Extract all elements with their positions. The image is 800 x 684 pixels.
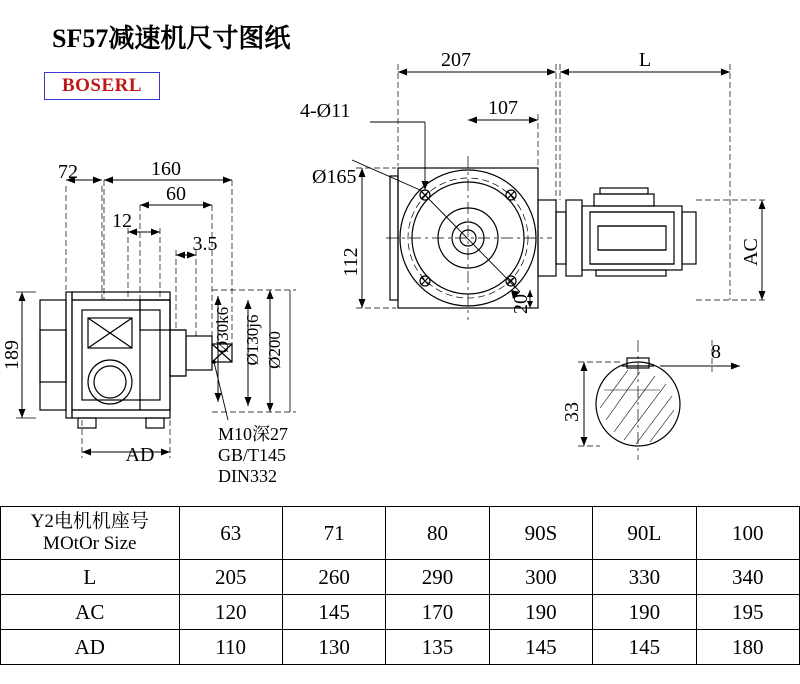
dim-112: 112 (340, 247, 362, 277)
brand-logo-text: BOSERL (61, 75, 143, 96)
note-line-1: M10深27 (218, 424, 289, 444)
motor-size-4: 90L (593, 507, 696, 560)
cell-AC-1: 145 (282, 595, 385, 630)
table-row (1, 595, 800, 630)
dim-O200: Ø200 (265, 331, 284, 369)
dim-60: 60 (166, 183, 186, 205)
dim-3-5: 3.5 (192, 233, 218, 255)
dim-189: 189 (1, 340, 23, 370)
dim-20: 20 (510, 294, 532, 314)
note-line-3: DIN332 (218, 466, 277, 486)
dim-AD: AD (125, 444, 155, 466)
cell-L-5: 340 (696, 560, 799, 595)
dim-O165: Ø165 (312, 166, 357, 188)
motor-size-5: 100 (696, 507, 799, 560)
cell-AD-1: 130 (282, 630, 385, 665)
dim-4xO11: 4-Ø11 (300, 100, 351, 122)
dim-207: 207 (441, 49, 471, 71)
cell-L-3: 300 (489, 560, 592, 595)
dim-8: 8 (711, 341, 721, 363)
dim-33: 33 (561, 402, 583, 422)
table-header-label (1, 507, 180, 560)
row-label-AC: AC (1, 595, 180, 630)
table-header-label-en: MOtOr Size (43, 533, 137, 554)
table-row (1, 560, 800, 595)
spec-table (0, 506, 800, 665)
motor-size-1: 71 (282, 507, 385, 560)
cell-AD-0: 110 (179, 630, 282, 665)
cell-AC-3: 190 (489, 595, 592, 630)
cell-AC-2: 170 (386, 595, 489, 630)
cell-AD-5: 180 (696, 630, 799, 665)
dim-AC: AC (740, 238, 762, 266)
cell-AC-0: 120 (179, 595, 282, 630)
cell-AC-5: 195 (696, 595, 799, 630)
cell-AD-2: 135 (386, 630, 489, 665)
page-title: SF57减速机尺寸图纸 (52, 24, 291, 53)
cell-AD-4: 145 (593, 630, 696, 665)
dim-O130j6: Ø130j6 (243, 314, 262, 366)
dim-12: 12 (112, 210, 132, 232)
table-header-label-cn: Y2电机机座号 (30, 511, 149, 533)
motor-size-0: 63 (179, 507, 282, 560)
cell-L-1: 260 (282, 560, 385, 595)
row-label-AD: AD (1, 630, 180, 665)
dim-L: L (638, 49, 652, 71)
cell-AC-4: 190 (593, 595, 696, 630)
motor-size-2: 80 (386, 507, 489, 560)
cell-L-2: 290 (386, 560, 489, 595)
dim-160: 160 (151, 158, 181, 180)
cell-AD-3: 145 (489, 630, 592, 665)
table-row (1, 630, 800, 665)
table-row-header (1, 507, 800, 560)
dim-107: 107 (488, 97, 518, 119)
cell-L-0: 205 (179, 560, 282, 595)
row-label-L: L (1, 560, 180, 595)
note-line-2: GB/T145 (218, 445, 287, 465)
dim-O30k6: Ø30k6 (213, 306, 232, 354)
cell-L-4: 330 (593, 560, 696, 595)
motor-size-3: 90S (489, 507, 592, 560)
dim-72: 72 (58, 161, 78, 183)
